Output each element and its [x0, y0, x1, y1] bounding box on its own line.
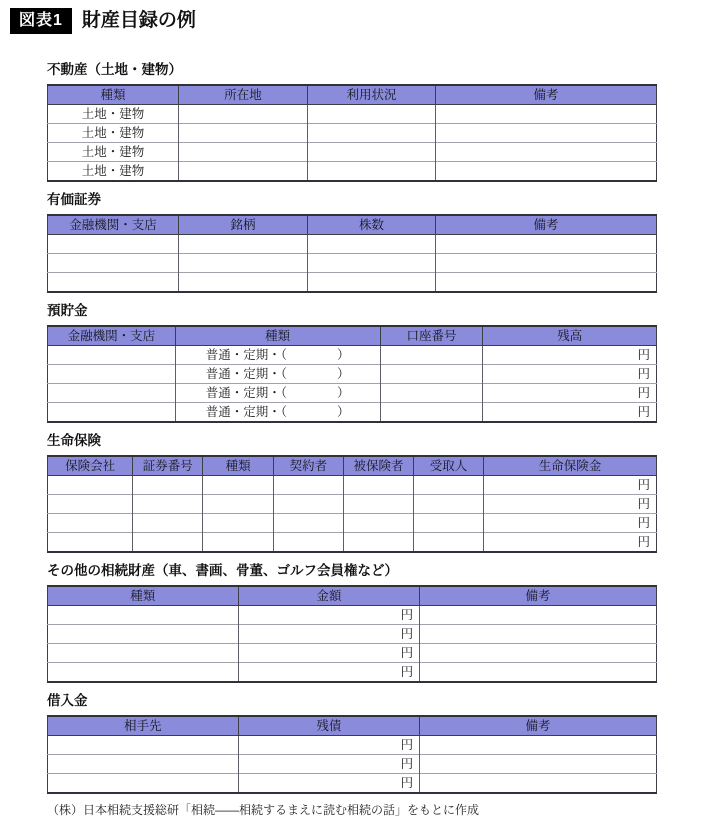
- section: [47, 563, 657, 683]
- table-cell: 普通・定期・（ ）: [175, 365, 380, 384]
- table-row: [48, 625, 657, 644]
- section-label: 有価証券: [47, 192, 101, 207]
- section: [47, 433, 657, 553]
- table-cell: [48, 254, 179, 273]
- column-header: 証券番号: [133, 456, 203, 476]
- column-header: 受取人: [413, 456, 483, 476]
- table-cell: [420, 644, 657, 663]
- figure-title: 財産目録の例: [81, 10, 196, 31]
- table-cell: 土地・建物: [81, 107, 145, 121]
- table-row: [48, 124, 657, 143]
- table-cell: [308, 235, 436, 254]
- column-header: 金融機関・支店: [48, 215, 179, 235]
- table-cell: [48, 774, 239, 794]
- table-row: [48, 476, 657, 495]
- column-header: 利用状況: [308, 85, 436, 105]
- table-cell: 普通・定期・（ ）: [175, 346, 380, 365]
- table-row: [48, 644, 657, 663]
- asset-table: [47, 585, 657, 683]
- column-header: 契約者: [273, 456, 343, 476]
- table-cell: 土地・建物: [48, 143, 179, 162]
- header-row: [48, 326, 657, 346]
- table-row: [48, 105, 657, 124]
- table-cell: [203, 495, 274, 514]
- table-cell: [48, 644, 239, 663]
- section-label: 預貯金: [47, 303, 88, 318]
- table-cell: [308, 143, 436, 162]
- section-label: その他の相続財産（車、書画、骨董、ゴルフ会員権など）: [47, 563, 398, 578]
- table-cell: [48, 606, 239, 625]
- asset-table: [47, 325, 657, 423]
- column-header: 残高: [483, 326, 657, 346]
- figure-number-badge: 図表1: [10, 8, 72, 34]
- table-cell: 円: [483, 403, 657, 423]
- table-cell: [203, 476, 274, 495]
- section: [47, 303, 657, 423]
- table-cell: [413, 476, 483, 495]
- table-row: [48, 755, 657, 774]
- table-row: [48, 365, 657, 384]
- section-label: 借入金: [47, 693, 88, 708]
- table-cell: [435, 124, 656, 143]
- figure-header: [10, 8, 710, 34]
- table-cell: [420, 755, 657, 774]
- table-cell: 円: [483, 346, 657, 365]
- table-cell: [48, 384, 176, 403]
- table-cell: 円: [238, 663, 419, 683]
- table-cell: [380, 403, 483, 423]
- table-row: [48, 533, 657, 553]
- header-row: [48, 85, 657, 105]
- column-header: 銘柄: [178, 215, 307, 235]
- header-row: [48, 456, 657, 476]
- table-cell: [48, 514, 133, 533]
- table-cell: 土地・建物: [48, 162, 179, 182]
- table-cell: [413, 533, 483, 553]
- table-cell: [435, 273, 656, 293]
- table-cell: 円: [238, 736, 419, 755]
- table-cell: [420, 606, 657, 625]
- table-cell: [273, 476, 343, 495]
- table-cell: [308, 124, 436, 143]
- table-cell: [420, 663, 657, 683]
- table-cell: [380, 365, 483, 384]
- table-row: [48, 143, 657, 162]
- table-cell: [178, 273, 307, 293]
- column-header: 相手先: [48, 716, 239, 736]
- table-cell: 円: [238, 755, 419, 774]
- table-cell: [420, 625, 657, 644]
- column-header: 種類: [203, 456, 274, 476]
- table-cell: [435, 254, 656, 273]
- section: [47, 62, 657, 182]
- table-cell: [435, 105, 656, 124]
- sections-container: [47, 62, 657, 794]
- table-cell: [420, 774, 657, 794]
- table-cell: [273, 495, 343, 514]
- header-row: [48, 215, 657, 235]
- table-cell: 円: [238, 774, 419, 794]
- table-cell: 円: [238, 625, 419, 644]
- table-cell: 円: [483, 365, 657, 384]
- table-cell: [48, 403, 176, 423]
- column-header: 残債: [238, 716, 419, 736]
- table-row: [48, 254, 657, 273]
- source-note: （株）日本相続支援総研「相続――相続するまえに読む相続の話」をもとに作成: [47, 803, 480, 817]
- table-cell: [343, 533, 413, 553]
- table-row: [48, 606, 657, 625]
- table-row: [48, 774, 657, 794]
- table-cell: 円: [238, 644, 419, 663]
- table-row: [48, 273, 657, 293]
- table-cell: [48, 533, 133, 553]
- column-header: 金額: [238, 586, 419, 606]
- asset-table: [47, 455, 657, 553]
- asset-table: [47, 715, 657, 794]
- header-row: [48, 586, 657, 606]
- column-header: 備考: [420, 586, 657, 606]
- table-cell: [420, 736, 657, 755]
- table-cell: [48, 365, 176, 384]
- table-cell: 円: [483, 384, 657, 403]
- table-row: [48, 495, 657, 514]
- table-cell: [435, 235, 656, 254]
- table-cell: [203, 514, 274, 533]
- table-cell: 土地・建物: [48, 124, 179, 143]
- table-cell: [48, 235, 179, 254]
- table-cell: [308, 254, 436, 273]
- table-cell: [308, 273, 436, 293]
- column-header: 保険会社: [48, 456, 133, 476]
- table-cell: 円: [484, 533, 657, 553]
- table-cell: [133, 476, 203, 495]
- table-row: [48, 663, 657, 683]
- table-cell: [133, 514, 203, 533]
- table-cell: [48, 755, 239, 774]
- table-cell: [48, 476, 133, 495]
- table-row: [48, 384, 657, 403]
- column-header: 株数: [308, 215, 436, 235]
- table-cell: [273, 533, 343, 553]
- table-cell: [308, 105, 436, 124]
- table-cell: 円: [238, 606, 419, 625]
- table-cell: [203, 533, 274, 553]
- table-cell: [178, 254, 307, 273]
- table-cell: [435, 162, 656, 182]
- table-cell: [343, 514, 413, 533]
- table-cell: [380, 346, 483, 365]
- table-cell: [133, 533, 203, 553]
- table-cell: [133, 495, 203, 514]
- table-cell: [178, 143, 307, 162]
- column-header: 口座番号: [380, 326, 483, 346]
- table-cell: 円: [484, 514, 657, 533]
- table-cell: [380, 384, 483, 403]
- table-cell: [308, 162, 436, 182]
- header-row: [48, 716, 657, 736]
- table-cell: [343, 476, 413, 495]
- column-header: 種類: [175, 326, 380, 346]
- column-header: 金融機関・支店: [48, 326, 176, 346]
- table-cell: 普通・定期・（ ）: [175, 403, 380, 423]
- section-label: 不動産（土地・建物）: [47, 62, 182, 77]
- table-row: [48, 736, 657, 755]
- table-cell: [178, 235, 307, 254]
- table-row: [48, 403, 657, 423]
- asset-table: [47, 84, 657, 182]
- table-row: [48, 235, 657, 254]
- column-header: 所在地: [178, 85, 307, 105]
- column-header: 種類: [48, 586, 239, 606]
- column-header: 被保険者: [343, 456, 413, 476]
- table-cell: [413, 495, 483, 514]
- table-cell: [178, 162, 307, 182]
- table-cell: 円: [484, 476, 657, 495]
- table-cell: [413, 514, 483, 533]
- table-cell: [48, 273, 179, 293]
- column-header: 備考: [435, 215, 656, 235]
- column-header: 備考: [435, 85, 656, 105]
- table-cell: [178, 124, 307, 143]
- section: [47, 693, 657, 794]
- table-cell: [435, 143, 656, 162]
- table-cell: [48, 625, 239, 644]
- table-row: [48, 346, 657, 365]
- table-row: [48, 162, 657, 182]
- section: [47, 192, 657, 293]
- table-cell: 円: [484, 495, 657, 514]
- table-cell: [48, 346, 176, 365]
- table-row: [48, 514, 657, 533]
- table-cell: [48, 495, 133, 514]
- table-cell: [48, 736, 239, 755]
- table-cell: [343, 495, 413, 514]
- column-header: 生命保険金: [484, 456, 657, 476]
- section-label: 生命保険: [47, 433, 101, 448]
- table-cell: [178, 105, 307, 124]
- table-cell: 普通・定期・（ ）: [175, 384, 380, 403]
- column-header: 種類: [48, 85, 179, 105]
- asset-table: [47, 214, 657, 293]
- table-cell: [48, 663, 239, 683]
- column-header: 備考: [420, 716, 657, 736]
- table-cell: [273, 514, 343, 533]
